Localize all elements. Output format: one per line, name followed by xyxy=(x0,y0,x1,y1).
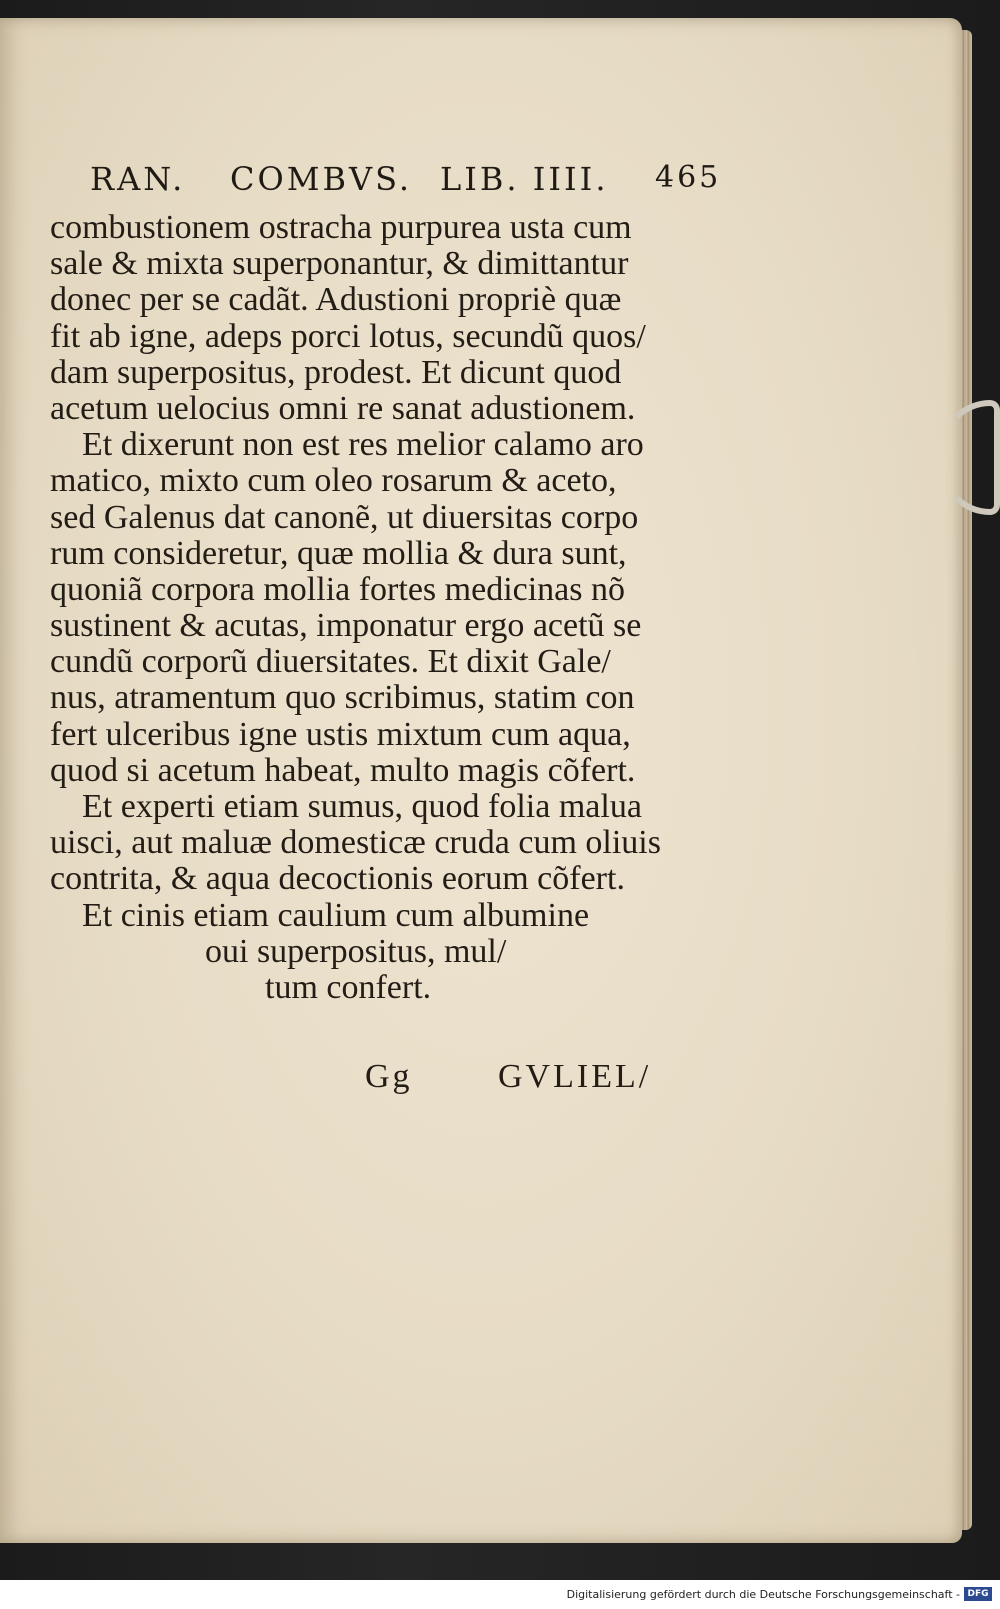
text-line: oui superpositus, mul/ xyxy=(205,932,507,970)
text-line: tum confert. xyxy=(265,968,432,1006)
signature-mark: Gg xyxy=(365,1058,413,1095)
running-header xyxy=(90,160,720,204)
text-line: acetum uelocius omni re sanat adustionem. xyxy=(50,389,636,427)
text-line: fit ab igne, adeps porci lotus, secundũ quos/ xyxy=(50,317,646,355)
catchword: GVLIEL/ xyxy=(498,1058,652,1095)
page-number: 465 xyxy=(655,160,722,195)
footer-bar xyxy=(0,1580,1000,1609)
text-line: dam superpositus, prodest. Et dicunt quod xyxy=(50,353,622,391)
header-part-2: COMBVS. xyxy=(230,160,413,198)
text-line: Et cinis etiam caulium cum albumine xyxy=(82,896,590,934)
text-line: sustinent & acutas, imponatur ergo acetũ se xyxy=(50,607,642,645)
text-line: contrita, & aqua decoctionis eorum cõfert. xyxy=(50,860,625,898)
text-line: Et experti etiam sumus, quod folia malua xyxy=(82,788,642,825)
body-text xyxy=(50,210,710,1006)
text-line: quod si acetum habeat, multo magis cõfert. xyxy=(50,751,636,789)
text-line: matico, mixto cum oleo rosarum & aceto, xyxy=(50,462,617,500)
text-line: nus, atramentum quo scribimus, statim con xyxy=(50,679,635,717)
header-part-1: RAN. xyxy=(90,160,186,198)
header-part-3: LIB. IIII. xyxy=(440,160,609,198)
dfg-logo: DFG xyxy=(964,1587,992,1601)
text-line: Et dixerunt non est res melior calamo aro xyxy=(82,426,644,464)
text-line: sed Galenus dat canonẽ, ut diuersitas corpo xyxy=(50,498,639,536)
text-line: uisci, aut maluæ domesticæ cruda cum oliuis xyxy=(50,824,661,862)
text-line: rum consideretur, quæ mollia & dura sunt, xyxy=(50,534,627,572)
text-line: donec per se cadãt. Adustioni propriè quæ xyxy=(50,281,622,319)
text-line: combustionem ostracha purpurea usta cum xyxy=(50,209,632,246)
text-line: cundũ corporũ diuersitates. Et dixit Gale/ xyxy=(50,643,611,681)
digitization-credit: Digitalisierung gefördert durch die Deutsche Forschungsgemeinschaft - xyxy=(566,1588,960,1601)
text-line: sale & mixta superponantur, & dimittantur xyxy=(50,245,629,283)
catchline xyxy=(365,1058,705,1102)
text-line: fert ulceribus igne ustis mixtum cum aqua, xyxy=(50,715,631,753)
text-line: quoniã corpora mollia fortes medicinas nõ xyxy=(50,570,625,608)
